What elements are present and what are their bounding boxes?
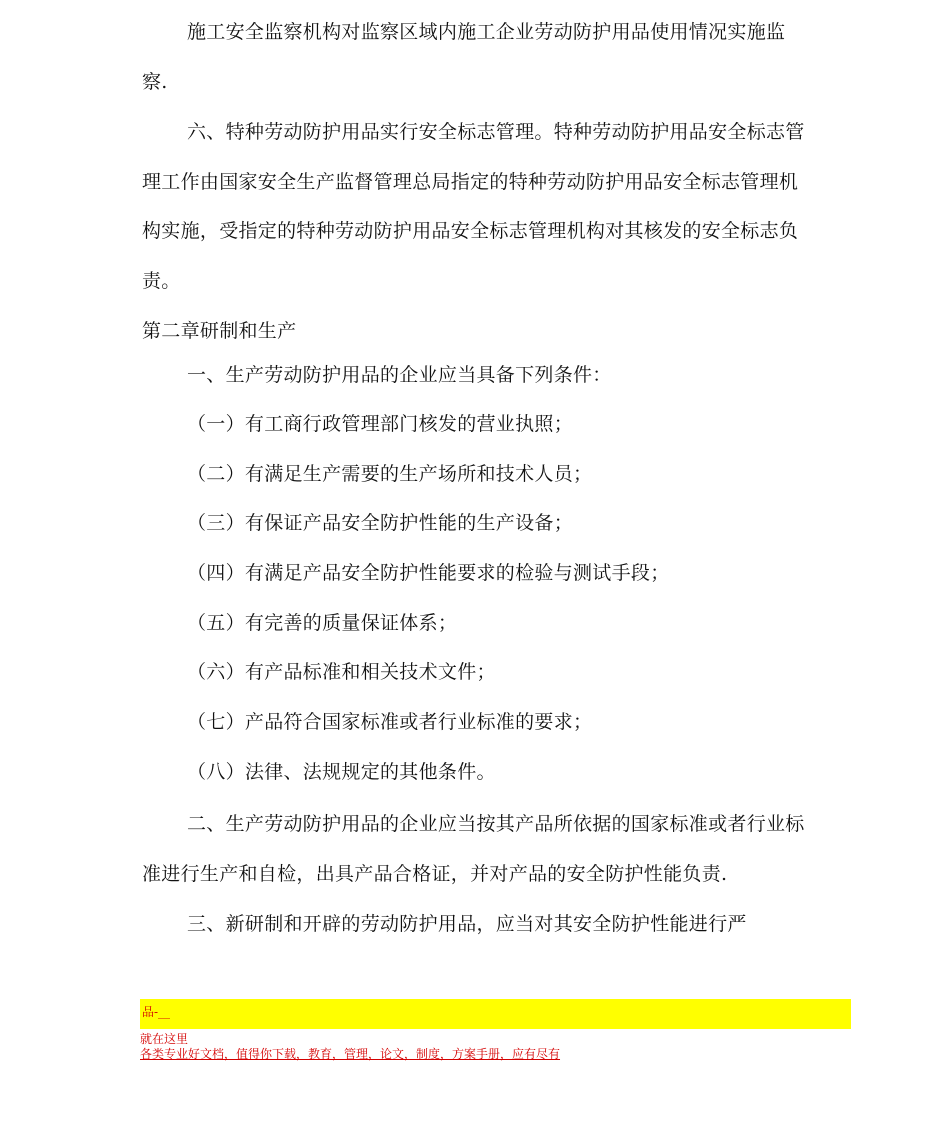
footer-bar-text: 品-__: [142, 1005, 171, 1019]
paragraph-line: 六、特种劳动防护用品实行安全标志管理。特种劳动防护用品安全标志管: [187, 121, 805, 143]
list-item: （六）有产品标准和相关技术文件；: [187, 661, 496, 683]
paragraph-line: 察.: [142, 71, 168, 93]
paragraph-line: 责。: [142, 270, 181, 292]
paragraph-line: 理工作由国家安全生产监督管理总局指定的特种劳动防护用品安全标志管理机: [142, 171, 799, 193]
paragraph-line: 三、新研制和开辟的劳动防护用品，应当对其安全防护性能进行严: [187, 913, 747, 935]
list-item: （二）有满足生产需要的生产场所和技术人员；: [187, 463, 593, 485]
footer-tagline: 就在这里: [140, 1032, 189, 1046]
chapter-heading: 第二章研制和生产: [142, 320, 297, 342]
list-item: （四）有满足产品安全防护性能要求的检验与测试手段；: [187, 562, 670, 584]
footer-promo-link[interactable]: 各类专业好文档，值得你下载，教育，管理，论文，制度，方案手册，应有尽有: [140, 1047, 561, 1061]
paragraph-line: 一、生产劳动防护用品的企业应当具备下列条件：: [187, 364, 612, 386]
footer-highlight-bar: [140, 999, 851, 1029]
paragraph-line: 二、生产劳动防护用品的企业应当按其产品所依据的国家标准或者行业标: [187, 813, 805, 835]
list-item: （八）法律、法规规定的其他条件。: [187, 761, 496, 783]
list-item: （三）有保证产品安全防护性能的生产设备；: [187, 512, 574, 534]
paragraph-line: 施工安全监察机构对监察区域内施工企业劳动防护用品使用情况实施监: [187, 21, 786, 43]
paragraph-line: 准进行生产和自检，出具产品合格证，并对产品的安全防护性能负责.: [142, 863, 728, 885]
list-item: （七）产品符合国家标准或者行业标准的要求；: [187, 711, 593, 733]
list-item: （五）有完善的质量保证体系；: [187, 612, 458, 634]
paragraph-line: 构实施，受指定的特种劳动防护用品安全标志管理机构对其核发的安全标志负: [142, 220, 799, 242]
list-item: （一）有工商行政管理部门核发的营业执照；: [187, 413, 574, 435]
